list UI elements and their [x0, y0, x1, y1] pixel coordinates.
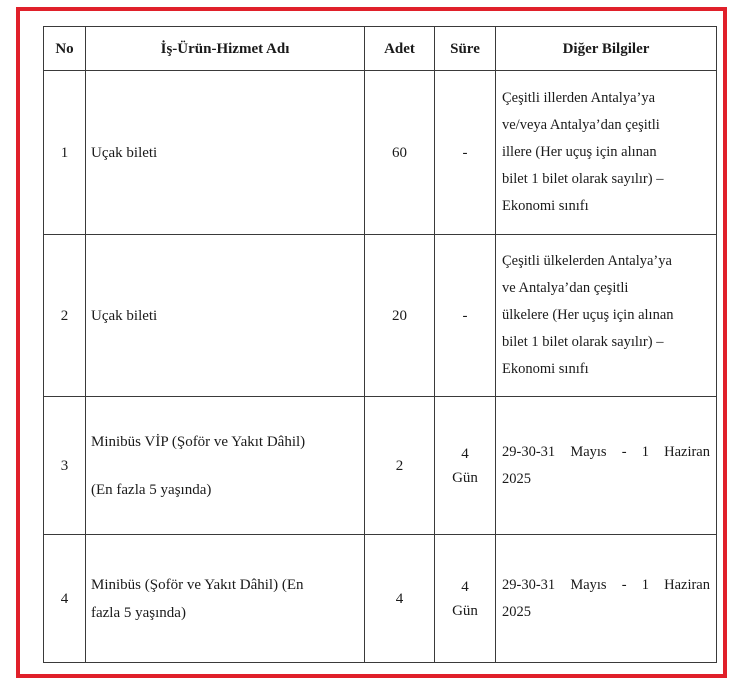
row-adet: 4 — [365, 535, 435, 663]
row-name — [86, 71, 365, 235]
row-adet: 20 — [365, 235, 435, 397]
row-sure — [435, 71, 496, 235]
table-header-row — [44, 27, 717, 71]
row-no: 1 — [44, 71, 86, 235]
header-adet: Adet — [365, 27, 435, 71]
row-info-line: Çeşitli illerden Antalya’ya — [502, 90, 656, 106]
row-no: 3 — [44, 397, 86, 535]
row-no: 2 — [44, 235, 86, 397]
row-info-line: 29-30-31 Mayıs - 1 Haziran — [502, 443, 710, 460]
line-gap — [91, 456, 364, 476]
table-row — [44, 535, 717, 663]
row-sure — [435, 535, 496, 663]
row-sure — [435, 397, 496, 535]
row-name-line: fazla 5 yaşında) — [91, 604, 186, 621]
row-info-line: Ekonomi sınıfı — [502, 198, 589, 214]
row-sure-line: - — [462, 307, 468, 324]
row-name — [86, 235, 365, 397]
row-info-line: illere (Her uçuş için alınan — [502, 144, 657, 160]
header-info: Diğer Bilgiler — [496, 27, 717, 71]
row-name-line: Uçak bileti — [91, 307, 158, 324]
row-info — [496, 71, 717, 235]
row-info-line: bilet 1 bilet olarak sayılır) – — [502, 334, 664, 350]
header-no: No — [44, 27, 86, 71]
row-name-line: Minibüs (Şoför ve Yakıt Dâhil) (En — [91, 576, 304, 593]
table-row — [44, 71, 717, 235]
row-sure-line: - — [462, 144, 468, 161]
row-adet: 60 — [365, 71, 435, 235]
row-name — [86, 397, 365, 535]
row-sure-line: Gün — [452, 602, 478, 619]
row-info-line: 2025 — [502, 603, 531, 620]
row-sure-line: 4 — [461, 445, 469, 462]
row-info-line: 29-30-31 Mayıs - 1 Haziran — [502, 576, 710, 593]
row-adet: 2 — [365, 397, 435, 535]
row-info-line: ülkelere (Her uçuş için alınan — [502, 307, 674, 323]
row-name-line: Uçak bileti — [91, 144, 158, 161]
row-info — [496, 235, 717, 397]
row-sure — [435, 235, 496, 397]
row-info-line: ve/veya Antalya’dan çeşitli — [502, 117, 660, 133]
row-sure-line: 4 — [461, 578, 469, 595]
row-info-line: bilet 1 bilet olarak sayılır) – — [502, 171, 664, 187]
row-sure-line: Gün — [452, 469, 478, 486]
row-info-line: 2025 — [502, 470, 531, 487]
header-name: İş-Ürün-Hizmet Adı — [86, 27, 365, 71]
row-info-line: ve Antalya’dan çeşitli — [502, 280, 629, 296]
procurement-table — [43, 26, 717, 663]
row-name — [86, 535, 365, 663]
row-info-line: Ekonomi sınıfı — [502, 361, 589, 377]
row-no: 4 — [44, 535, 86, 663]
row-info — [496, 397, 717, 535]
table-row — [44, 235, 717, 397]
row-info-line: Çeşitli ülkelerden Antalya’ya — [502, 253, 672, 269]
table-row — [44, 397, 717, 535]
row-name-line: Minibüs VİP (Şoför ve Yakıt Dâhil) — [91, 433, 306, 450]
header-sure: Süre — [435, 27, 496, 71]
row-info — [496, 535, 717, 663]
row-name-line: (En fazla 5 yaşında) — [91, 481, 212, 498]
